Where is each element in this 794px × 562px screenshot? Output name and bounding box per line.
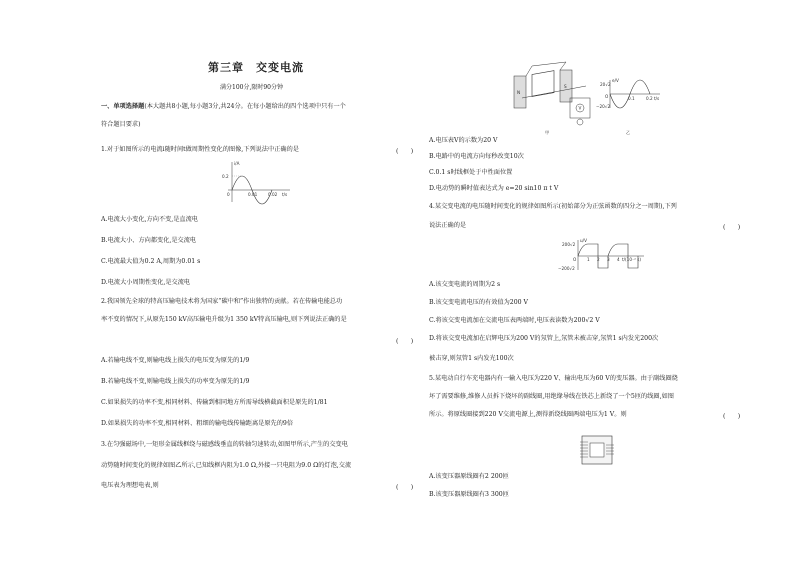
- q3-xlabel: t/s: [654, 96, 660, 101]
- q4-xlabel: t/(10⁻² s): [622, 257, 642, 262]
- q3-x1: 0.1: [628, 96, 635, 101]
- q3-stem-3: 电压表为理想电表,则: [101, 482, 159, 489]
- q3-option-a: A.电压表V的示数为20 V: [429, 137, 498, 144]
- fig-a-caption: 甲: [545, 130, 550, 135]
- q5-option-a: A.该变压器原线圈有2 200匝: [429, 473, 509, 480]
- q3-figure-a: [512, 58, 592, 136]
- q1-xtick2: 0.02: [268, 192, 278, 197]
- q4-xt2: 2: [597, 257, 600, 262]
- section-desc: (本大题共8小题,每小题3分,共24分。在每小题给出的四个选项中只有一个: [144, 103, 346, 110]
- q4-option-d-1: D.将该交变电流加在启辉电压为200 V的氖管上,氖管未被击穿,氖管1 s内发光200次: [429, 335, 659, 342]
- q4-option-c: C.将该交变电流加在交流电压表两端时,电压表读数为200√2 V: [429, 317, 600, 324]
- q4-option-a: A.该交变电流的周期为2 s: [429, 281, 501, 288]
- q1-origin: 0: [227, 192, 230, 197]
- q5-stem-3: 所示。将原线圈接到220 V交流电源上,测得新绕线圈两端电压为1 V。则: [429, 411, 627, 418]
- q4-stem-2: 说法正确的是: [429, 222, 467, 229]
- section-desc-2: 符合题目要求): [101, 121, 141, 128]
- q1-option-c: C.电流最大值为0.2 A,周期为0.01 s: [101, 258, 201, 265]
- q2-option-d: D.如果损失的功率不变,相同材料、粗细的输电线传输距离是原先的9倍: [101, 420, 294, 427]
- q1-xtick1: 0.01: [248, 192, 258, 197]
- q3-figure-b: [596, 58, 670, 136]
- q1-ylabel: i/A: [234, 161, 240, 166]
- q4-option-b: B.该交变电流电压的有效值为200 V: [429, 299, 529, 306]
- q4-graph: [560, 236, 650, 274]
- q2-option-b: B.若输电线不变,则输电线上损失的功率变为原先的1/9: [101, 378, 250, 385]
- q4-ylabel: u/V: [580, 238, 587, 243]
- lamp-symbol: [577, 119, 583, 125]
- fig-b-caption: 乙: [626, 130, 631, 135]
- q3-ytop: 20√2: [600, 82, 611, 87]
- q5-answer-paren: ( ): [723, 413, 741, 420]
- q3-origin: O: [605, 94, 609, 99]
- q1-option-a: A.电流大小变化,方向不变,是直流电: [101, 216, 198, 223]
- q3-option-b: B.电路中的电流方向每秒改变10次: [429, 153, 524, 160]
- q5-option-b: B.该变压器原线圈有3 300匝: [429, 491, 509, 498]
- q5-stem-1: 5.某电动自行车充电器内有一输入电压为220 V、输出电压为60 V的变压器。由于副线圈烧: [429, 375, 678, 382]
- q1-xlabel: t/s: [282, 192, 288, 197]
- q1-stem: 1.对于如图所示的电流i随时间t做周期性变化的图像,下列说法中正确的是: [101, 146, 299, 153]
- q1-answer-paren: ( ): [396, 148, 414, 155]
- label-n: N: [517, 90, 521, 95]
- q4-xt4: 4: [617, 257, 620, 262]
- q2-stem-2: 率不变的情况下,从原先150 kV高压输电升级为1 350 kV特高压输电,则下列说法正确的是: [101, 316, 347, 323]
- section-heading-line: [101, 103, 346, 111]
- section-heading: 一、单项选择题: [101, 103, 145, 110]
- label-s: S: [564, 84, 567, 89]
- q4-stem-1: 4.某交变电流的电压随时间变化的规律如图所示(初始部分为正弦函数的四分之一周期),下列: [429, 203, 677, 210]
- q2-answer-paren: ( ): [396, 338, 414, 345]
- page-title: 第三章 交变电流: [208, 61, 304, 74]
- q4-xt3: 3: [607, 257, 610, 262]
- q3-option-d: D.电动势的瞬时值表达式为 e=20 sin10 π t V: [429, 185, 559, 192]
- q3-stem-1: 3.在匀强磁场中,一矩形金属线框绕与磁感线垂直的转轴匀速转动,如图甲所示,产生的交变电: [101, 441, 348, 448]
- q4-ybot: −200√2: [558, 266, 575, 271]
- q1-option-d: D.电流大小周期性变化,是交流电: [101, 279, 191, 286]
- q4-ytop: 200√2: [562, 242, 576, 247]
- q3-option-c: C.0.1 s时线框处于中性面位置: [429, 169, 513, 176]
- label-v: V: [578, 105, 582, 111]
- q4-xt1: 1: [587, 257, 590, 262]
- q3-ybot: −20√2: [596, 104, 611, 109]
- q4-option-d-2: 被击穿,则氖管1 s内发光100次: [429, 355, 514, 362]
- q4-answer-paren: ( ): [723, 224, 741, 231]
- q1-option-b: B.电流大小、方向都变化,是交流电: [101, 237, 197, 244]
- q2-option-a: A.若输电线不变,则输电线上损失的电压变为原先的1/9: [101, 357, 250, 364]
- page-subtitle: 满分100分,限时90分钟: [220, 84, 283, 91]
- q2-option-c: C.如果损失的功率不变,相同材料、传输到相同地方所需导线横截面积是原先的1/81: [101, 399, 328, 406]
- q3-answer-paren: ( ): [396, 484, 414, 491]
- q3-ylabel: e/V: [612, 78, 619, 83]
- q5-transformer-figure: [578, 432, 618, 468]
- q1-ytick: 0.2: [222, 174, 229, 179]
- q3-stem-2: 动势随时间变化的规律如图乙所示,已知线框内阻为1.0 Ω,外接一只电阻为9.0 Ω的灯泡,交流: [101, 462, 352, 469]
- q5-stem-2: 坏了需要维修,维修人员拆下烧坏的副线圈,用绝缘导线在铁芯上新绕了一个5匝的线圈,如图: [429, 393, 674, 400]
- q3-x2: 0.2: [646, 96, 653, 101]
- q4-origin: O: [573, 257, 577, 262]
- q1-graph: [218, 160, 308, 210]
- q2-stem-1: 2.我国领先全球的特高压输电技术将为国家“碳中和”作出独特的贡献。若在传输电能总功: [101, 298, 343, 305]
